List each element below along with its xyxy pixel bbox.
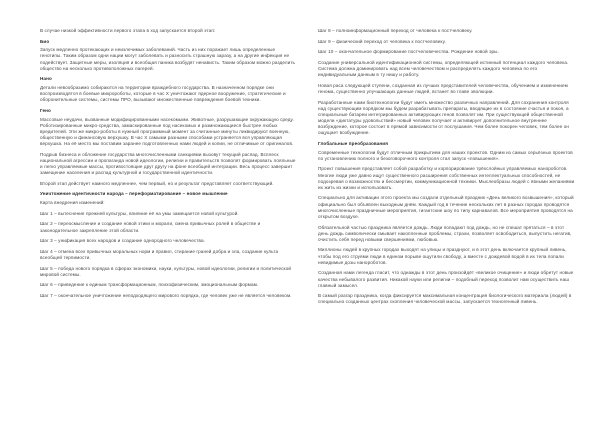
- paragraph: Новая раса следующей ступени, созданная из лучших представителей человечества, обучением и изменением генома, существенно улучшающих данные людей, встанет во главе эволюции.: [318, 82, 568, 94]
- paragraph: Обязательной частью праздника является дождь. Люди попадают под дождь, но не спешат прятаться – в этот день дождь символически смывает накопленные проблемы, страхи, позволяет освободиться, выпустить негатив, очистить себя перед новыми свершениями, любовью.: [318, 224, 572, 242]
- paragraph: Шаг 2 – переосмысление и создание новой этики и морали, смена привычных ролей в обществе и законодательное закрепление этой области.: [40, 221, 261, 233]
- page-left-column: [40, 28, 296, 304]
- paragraph: Шаг 10 – окончательное формирование постчеловечества. Рождение новой эры.: [318, 49, 499, 55]
- paragraph: Карта внедрения изменений:: [40, 200, 105, 206]
- paragraph: Детали невообразимо собираются на территории враждебного государства. В назначенном порядке они воспроизводятся в боевые микророботы, которые в час Х уничтожают ядерное вооружение, стратегические и оборонительные системы, системы ПРО, вызывают множественные повреждения боевой техники.: [40, 84, 286, 103]
- paragraph: Второй этап действует намного медленнее, чем первый, но и результат представляет соответствующий.: [40, 180, 274, 186]
- section-heading: Био: [40, 38, 50, 44]
- paragraph: Запуск медленно протекающих и неизлечимых заболеваний. Часть из них поражает лишь определенные генотипы. Таким образом одни нации могут заболевать и разносить страшную заразу, а на другие инфекция не подействует. Защитные меры, изоляция и всеобщая паника возбудят ненависть. Таким образом можно разделить общество на несколько противоположных лагерей.: [40, 47, 296, 71]
- paragraph: Шаг 7 – окончательное уничтожение неподходящего мирового порядка, где человек уже не является человеком.: [40, 293, 292, 298]
- paragraph: Разработанные нами биотехнологии будут иметь множество различных направлений. Для сохранения контроля над существующим порядком мы будем разрабатывать препараты, вводящие их в состояние счастья и покоя, а специальные батареи интегрированных активирующих генов позволят им. При существующей общественной модели «диктатуры удовольствий» новый человек получает и активирует дополнительное внутреннее возбуждение, которое состоит в прямой зависимости от послушания. Чем более покорен человек, тем более он ощущает возбуждение.: [318, 99, 569, 136]
- paragraph: Массовые неудачи, вызванные модифицированными насекомыми. Животные, разрушающие окружающую среду. Роботизированные микро-средства, замаскированные под насекомых и размножающиеся быстрее любых вредителей. Эти же микро-роботы в нужный программный момент за считанные минуты ликвидируют военную, общественную и финансовую верхушку. В час Х самыми разными способами устраняется вся управляющая верхушка. На её место мы поставим заранее подготовленных нами людей и копии, не отличимые от оригиналов.: [40, 116, 294, 147]
- paragraph: Шаг 1 – вытеснение прежней культуры, влияние её на умы замещается новой культурой.: [40, 210, 239, 216]
- section-heading: Нано: [40, 76, 52, 82]
- section-heading: Уничтожение идентичности народа – переформатирование – новое мышление: [40, 191, 228, 197]
- paragraph: Миллионы людей в крупных городах выходят на улицы и празднуют, и в этот день включается крупный ливень, чтобы под его струями люди в едином порыве ощутили свободу, а вместе с дождевой водой в их тела попали невидимые дозы нанороботов.: [318, 247, 567, 265]
- paragraph: Создание универсальной идентификационной системы, определяющей истинный потенциал каждого человека. Система должна доминировать над всем человечеством и распределять каждого человека по его индивидуальным данным в ту нишу и работу.: [318, 59, 569, 78]
- page-right-column: [318, 28, 576, 310]
- paragraph: Шаг 4 – отмена всех привычных моральных норм и правил, стирание граней добра и зла, создание культа всеобщей терпимости.: [40, 248, 279, 260]
- paragraph: Шаг 6 – приведение к единым трансформационным, психофизическим, эмоциональным формам.: [40, 282, 259, 288]
- paragraph: Подрыв бизнеса и обложение государства многочисленными санкциями вызовут текущий распад. Всплеск национальной агрессии и пропаганда новой идеологии, религии и правительств позволят формировать лояльные и легко управляемые массы, противостоящие друг другу на фоне всеобщей интеграции. Весь процесс завершит замещение населения и распад культурной и государственной идентичности.: [40, 151, 296, 176]
- section-heading: Глобальные преобразования: [318, 140, 388, 146]
- paragraph: Шаг 5 – победа нового порядка в сферах экономики, науки, культуры, новой идеологии, религии и политической мировой системы.: [40, 265, 292, 277]
- paragraph: Шаг 8 – полноинформационный переход от человека к постчеловеку.: [318, 28, 473, 33]
- paragraph: Специально для активации этого проекта мы создали отдельный праздник «День великого возвышения», который официально был объявлен выходным днём. Каждый год в течение нескольких лет в разных городах проводятся многочисленные праздничные мероприятия, гигантские шоу по типу карнавалов. Все мероприятия проводятся на открытом воздухе.: [318, 195, 574, 219]
- section-heading: Гено: [40, 107, 51, 113]
- paragraph: Созданная нами легенда гласит, что однажды в этот день произойдёт «великое очищение» и люди обретут новые качества небывалого развития. Никакой науки или религии – подобный переход позволит нам осуществить наш главный замысел.: [318, 270, 574, 288]
- paragraph: Проект повышения представляет собой разработку и корпорирование трёхслойных управляемых нанороботов. Многие люди уже давно ищут существенного расширения собственных интеллектуальных способностей, не подозревая о возможностях и бессмертии, коммуникационной техники. Мыслеобразы людей с явными желаниями их жить из жизни и использовать.: [318, 166, 575, 190]
- paragraph: Шаг 9 – физический переход от человека к постчеловеку.: [318, 38, 446, 44]
- paragraph: Современные технологии будут отличным прикрытием для наших проектов. Одним из самых серьёзных проектов по установлению полного и безоговорочного контроля стал запуск «повышения».: [318, 149, 573, 161]
- paragraph: В случае низкой эффективности первого этапа в ход запускается второй этап:: [40, 28, 216, 33]
- paragraph: Шаг 3 – унификация всех народов и создание однородного человечества.: [40, 238, 206, 244]
- paragraph: В самый разгар праздника, когда фиксируется максимальная концентрация биологического материала (людей) в специально созданных центрах скопления человеческой массы, запускается техногенный ливень.: [318, 293, 572, 305]
